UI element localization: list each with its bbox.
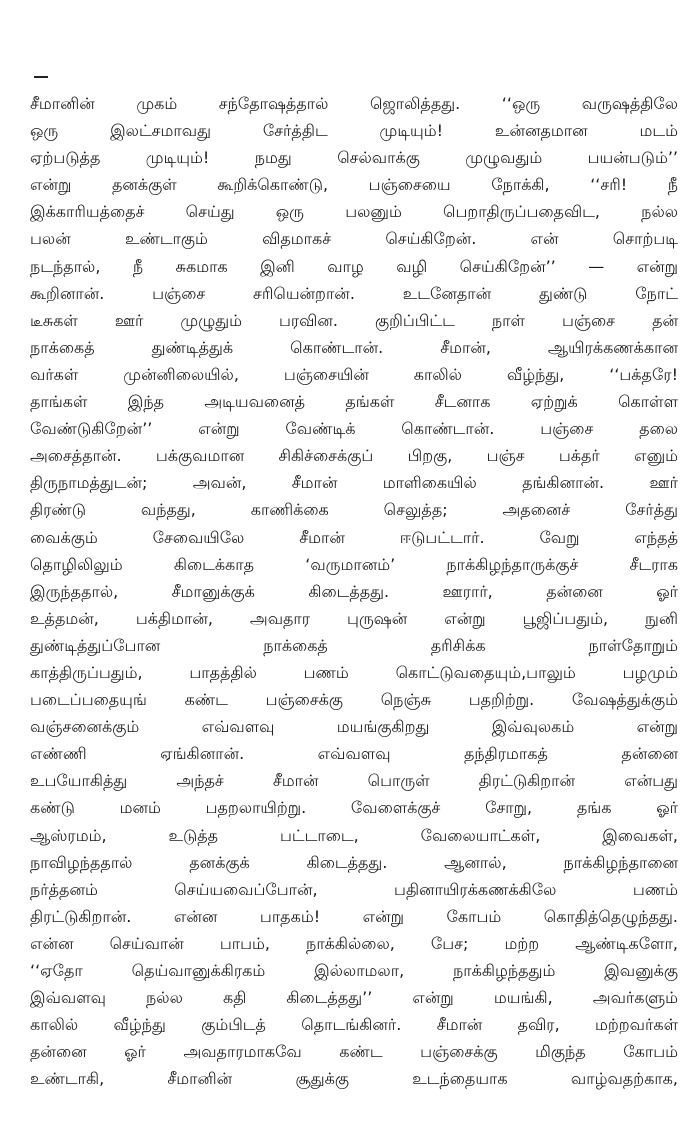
text-line: உத்தமன், பக்திமான், அவதார புருஷன் என்று பூஜிப்பதும், நுனி (30, 608, 678, 628)
text-line: நாவிழந்ததால் தனக்குக் கிடைத்தது. ஆனால், நாக்கிழந்தானை (30, 852, 678, 872)
text-line: இவ்வளவு நல்ல கதி கிடைத்தது’’ என்று மயங்கி, அவர்களும் (30, 988, 678, 1008)
text-line: உண்டாகி, சீமானின் சூதுக்கு உடந்தையாக வாழ்வதற்காக, (30, 1069, 678, 1089)
text-line: என்ன செய்வான் பாபம், நாக்கில்லை, பேச; மற்ற ஆண்டிகளோ, (30, 933, 678, 953)
text-line: துண்டித்துப்போன நாக்கைத் தரிசிக்க நாள்தோறும் (30, 635, 678, 655)
top-dash-mark (34, 76, 48, 78)
text-line: ஒரு இலட்சமாவது சேர்த்திட முடியும்! உன்னதமான மடம் (30, 121, 678, 141)
text-line: நர்த்தனம் செய்யவைப்போன், பதினாயிரக்கணக்கிலே பணம் (30, 879, 678, 899)
text-line: கூறினான். பஞ்சை சரியென்றான். உடனேதான் துண்டு நோட் (30, 283, 678, 303)
text-line: காலில் வீழ்ந்து கும்பிடத் தொடங்கினர். சீமான் தவிர, மற்றவர்கள் (30, 1015, 678, 1035)
text-line: கண்டு மனம் பதறலாயிற்று. வேளைக்குச் சோறு, தங்க ஓர் (30, 798, 678, 818)
text-line: ஆஸ்ரமம், உடுத்த பட்டாடை, வேலையாட்கள், இவைகள், (30, 825, 678, 845)
body-text (30, 90, 678, 1092)
text-line: தொழிலிலும் கிடைக்காத ‘வருமானம்’ நாக்கிழந்தாருக்குச் சீடராக (30, 554, 678, 574)
text-line: வர்கள் முன்னிலையில், பஞ்சையின் காலில் வீழ்ந்து, ‘‘பக்தரே! (30, 364, 678, 384)
text-line: உபயோகித்து அந்தச் சீமான் பொருள் திரட்டுகிறான் என்பது (30, 771, 678, 791)
text-line: காத்திருப்பதும், பாதத்தில் பணம் கொட்டுவதையும்,பாலும் பழமும் (30, 662, 678, 682)
text-line: திரண்டு வந்தது, காணிக்கை செலுத்த; அதனைச் சேர்த்து (30, 500, 678, 520)
text-line: ஏற்படுத்த முடியும்! நமது செல்வாக்கு முழுவதும் பயன்படும்’’ (30, 148, 678, 168)
text-line: அசைத்தான். பக்குவமான சிகிச்சைக்குப் பிறகு, பஞ்ச பக்தர் எனும் (30, 446, 678, 466)
text-line: தாங்கள் இந்த அடியவனைத் தங்கள் சீடனாக ஏற்றுக் கொள்ள (30, 392, 678, 412)
text-line: திருநாமத்துடன்; அவன், சீமான் மாளிகையில் தங்கினான். ஊர் (30, 473, 678, 493)
text-line: நடந்தால், நீ சுகமாக இனி வாழ வழி செய்கிறேன்’’ — என்று (30, 256, 678, 276)
text-line: வைக்கும் சேவையிலே சீமான் ஈடுபட்டார். வேறு எந்தத் (30, 527, 678, 547)
text-line: படைப்பதையுங் கண்ட பஞ்சைக்கு நெஞ்சு பதறிற்று. வேஷத்துக்கும் (30, 690, 678, 710)
text-line: பலன் உண்டாகும் விதமாகச் செய்கிறேன். என் சொற்படி (30, 229, 678, 249)
text-line: இக்காரியத்தைச் செய்து ஒரு பலனும் பெறாதிருப்பதைவிட, நல்ல (30, 202, 678, 222)
text-line: சீமானின் முகம் சந்தோஷத்தால் ஜொலித்தது. ‘‘ஒரு வருஷத்திலே (30, 94, 678, 113)
text-line: என்று தனக்குள் கூறிக்கொண்டு, பஞ்சையை நோக்கி, ‘‘சரி! நீ (30, 175, 678, 195)
text-line: டீசுகள் ஊர் முழுதும் பரவின. குறிப்பிட்ட நாள் பஞ்சை தன் (30, 310, 678, 330)
text-line: எண்ணி ஏங்கினான். எவ்வளவு தந்திரமாகத் தன்னை (30, 744, 678, 764)
text-line: நாக்கைத் துண்டித்துக் கொண்டான். சீமான், ஆயிரக்கணக்கான (30, 337, 678, 357)
text-line: இருந்ததால், சீமானுக்குக் கிடைத்தது. ஊரார், தன்னை ஓர் (30, 581, 678, 601)
text-line: தன்னை ஓர் அவதாரமாகவே கண்ட பஞ்சைக்கு மிகுந்த கோபம் (30, 1042, 678, 1062)
text-line: வஞ்சனைக்கும் எவ்வளவு மயங்குகிறது இவ்வுலகம் என்று (30, 717, 678, 737)
text-line: வேண்டுகிறேன்’’ என்று வேண்டிக் கொண்டான். பஞ்சை தலை (30, 419, 678, 439)
text-line: திரட்டுகிறான். என்ன பாதகம்! என்று கோபம் கொதித்தெழுந்தது. (30, 906, 678, 926)
text-line: ‘‘ஏதோ தெய்வானுக்கிரகம் இல்லாமலா, நாக்கிழந்ததும் இவனுக்கு (30, 961, 678, 980)
